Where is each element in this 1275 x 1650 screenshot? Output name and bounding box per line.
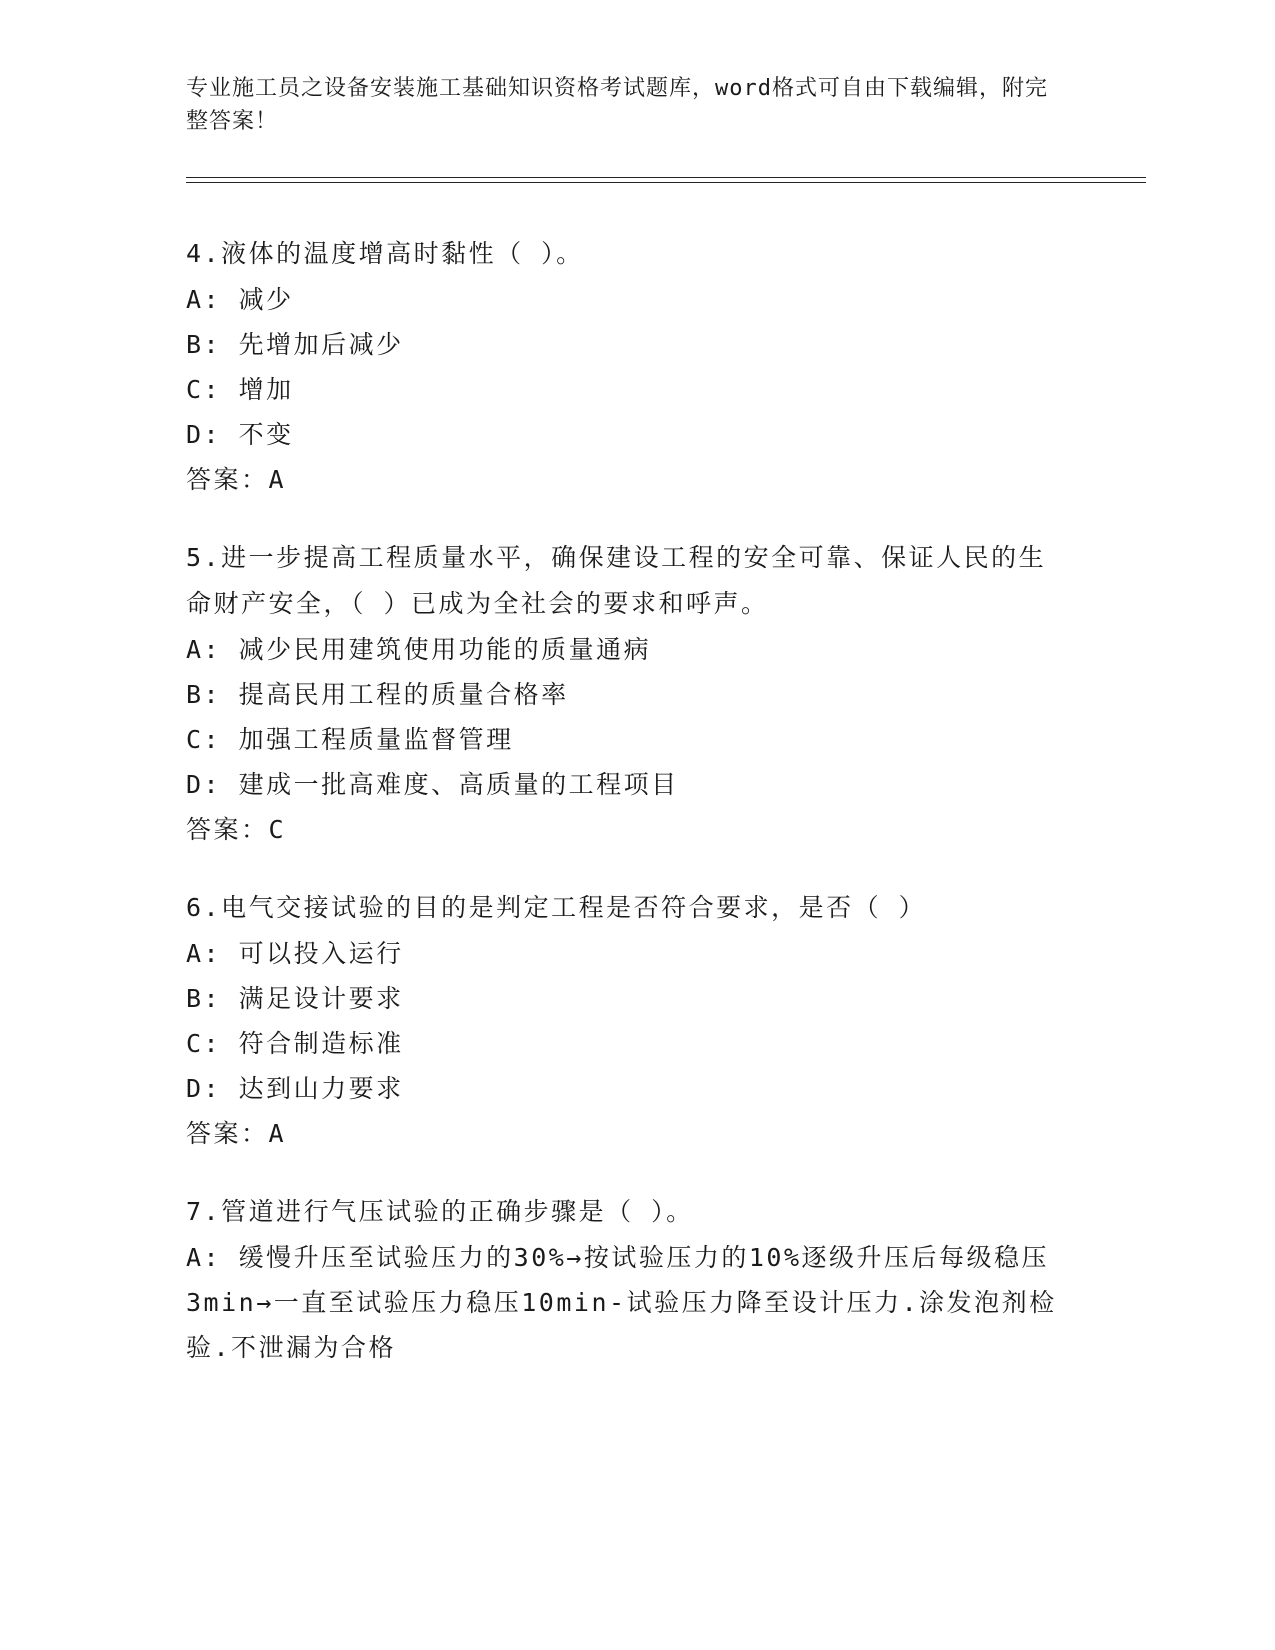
question-stem: 5.进一步提高工程质量水平，确保建设工程的安全可靠、保证人民的生命财产安全，（ ）已成为全社会的要求和呼声。 — [186, 543, 1047, 618]
option-c: C: 增加 — [186, 375, 294, 404]
option-b: B: 满足设计要求 — [186, 984, 404, 1013]
option-a: A: 减少 — [186, 285, 294, 314]
header-divider-top — [186, 177, 1146, 178]
document-header: 专业施工员之设备安装施工基础知识资格考试题库，word格式可自由下载编辑，附完整答案！ — [186, 76, 1048, 134]
header-divider-bottom — [186, 182, 1146, 183]
question-7 — [186, 1189, 1066, 1370]
option-b: B: 先增加后减少 — [186, 330, 404, 359]
question-4 — [186, 231, 1066, 503]
question-stem: 4.液体的温度增高时黏性（ ）。 — [186, 239, 584, 268]
question-stem: 6.电气交接试验的目的是判定工程是否符合要求，是否（ ） — [186, 893, 927, 922]
option-d: D: 建成一批高难度、高质量的工程项目 — [186, 770, 679, 799]
option-c: C: 符合制造标准 — [186, 1029, 404, 1058]
option-a: A: 缓慢升压至试验压力的30%→按试验压力的10%逐级升压后每级稳压3min→一直至试验压力稳压10min-试验压力降至设计压力.涂发泡剂检验.不泄漏为合格 — [186, 1243, 1057, 1362]
question-stem: 7.管道进行气压试验的正确步骤是（ ）。 — [186, 1197, 694, 1226]
answer: 答案：A — [186, 465, 287, 494]
option-a: A: 可以投入运行 — [186, 939, 404, 968]
question-list — [186, 231, 1066, 1402]
answer: 答案：C — [186, 815, 287, 844]
option-d: D: 达到山力要求 — [186, 1074, 404, 1103]
option-c: C: 加强工程质量监督管理 — [186, 725, 514, 754]
answer: 答案：A — [186, 1119, 287, 1148]
question-6 — [186, 885, 1066, 1157]
option-b: B: 提高民用工程的质量合格率 — [186, 680, 569, 709]
option-a: A: 减少民用建筑使用功能的质量通病 — [186, 635, 652, 664]
option-d: D: 不变 — [186, 420, 294, 449]
question-5 — [186, 535, 1066, 853]
